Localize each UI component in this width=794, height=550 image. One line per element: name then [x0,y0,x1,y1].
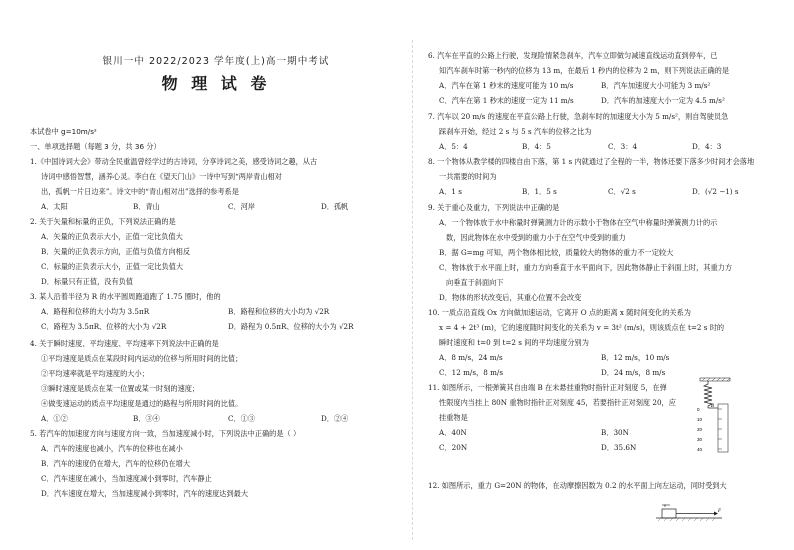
q8-option-a: A．1 s [439,187,462,196]
q6-option-a: A．汽车在第 1 秒末的速度可能为 10 m/s [439,81,574,90]
q4-option-a: A．①② [41,414,68,423]
q9-stem: 9. 关于重心及重力，下列说法中正确的是 [428,203,560,212]
q2-option-c: C．标量的正负表示大小，正值一定比负值大 [41,262,184,271]
q7-option-d: D．4：3 [692,142,722,151]
subject-title: 物 理 试 卷 [161,74,271,93]
q9-option-a-2: 数，因此物体在水中受到的重力小于在空气中受到的重力 [446,233,626,242]
q9-option-b: B．据 G=mg 可知，两个物体相比较，质量较大的物体的重力不一定较大 [439,248,674,257]
scale-label-10: 10 [697,417,703,422]
q5-option-c: C．汽车速度在减小，当加速度减小到零时，汽车静止 [41,474,212,483]
q11-line-3: 挂重物是 [439,413,468,422]
q8-option-b: B．1．5 s [522,187,557,196]
scale-label-20: 20 [697,427,703,432]
force-label: F [718,509,722,514]
q2-option-d: D．标量只有正值，没有负值 [41,277,134,286]
q10-option-c: C．12 m/s，8 m/s [439,368,504,377]
column-divider [412,40,413,540]
q10-line-1: 10. 一质点沿直线 Ox 方向做加速运动，它离开 O 点的距离 x 随时间变化的关系为 [428,308,691,317]
q7-line-1: 7. 汽车以 20 m/s 的速度在平直公路上行驶，急刹车时的加速度大小为 5 m/s²，则自驾驶员急 [428,112,729,121]
scale-label-0: 0 [697,407,700,412]
q4-item-3: ③瞬时速度是质点在某一位置或某一时刻的速度； [41,384,200,393]
q6-option-c: C．汽车在第 1 秒末的速度一定为 11 m/s [439,96,574,105]
q6-option-b: B．汽车加速度大小可能为 3 m/s² [601,81,711,90]
q6-option-d: D．汽车的加速度大小一定为 4.5 m/s² [601,96,725,105]
q3-option-a: A．路程和位移的大小均为 3.5πR [41,307,150,316]
q12-block-figure [656,500,726,526]
q11-option-a: A．40N [439,428,467,437]
q11-line-1: 11. 如图所示，一根弹簧其自由端 B 在未悬挂重物时指针正对刻度 5，在弹 [428,383,667,392]
q5-stem: 5. 若汽车的加速度方向与速度方向一致，当加速度减小时，下列说法中正确的是（ ） [30,429,301,438]
left-column [30,0,402,550]
section-title: 一、单项选择题（每题 3 分，共 36 分） [30,142,161,151]
q7-option-b: B．4：5 [522,142,551,151]
q2-stem: 2. 关于矢量和标量的正负，下列说法正确的是 [30,217,176,226]
q6-line-2: 知汽车刹车时第一秒内的位移为 13 m，在最后 1 秒内的位移为 2 m，则下列说法正确的是 [439,66,730,75]
q12-line-1: 12. 如图所示，重力 G=20N 的物体，在动摩擦因数为 0.2 的水平面上向左运动，同时受到大 [428,481,727,490]
q9-option-d: D．物体的形状改变后，其重心位置不会改变 [439,293,582,302]
q2-option-a: A．矢量的正负表示大小，正值一定比负值大 [41,232,183,241]
q2-option-b: B．矢量的正负表示方向，正值与负值方向相反 [41,247,191,256]
q8-line-2: 一共需要的时间为 [439,172,497,181]
q1-line-1: 1.《中国诗词大会》带动全民重温曾经学过的古诗词，分享诗词之美，感受诗词之趣，从古 [30,157,318,166]
ceiling-hatch [700,378,730,381]
q4-item-4: ④做变速运动的质点平均速度是通过的路程与所用时间的比值。 [41,399,243,408]
block-body [662,509,676,518]
q4-option-b: B．③④ [133,414,160,423]
q11-option-d: D．35.6N [601,443,637,452]
scale-ruler [718,404,728,452]
q7-line-2: 踩刹车开始，经过 2 s 与 5 s 汽车的位移之比为 [439,127,592,136]
q7-option-a: A．5：4 [439,142,468,151]
q8-option-c: C．√2 s [608,187,636,196]
q1-line-3: 出，孤帆一片日边来”。诗文中的“青山相对出”选择的参考系是 [41,187,239,196]
velocity-label: v [664,504,667,509]
q6-line-1: 6. 汽车在平直的公路上行驶，发现险情紧急刹车，汽车立即做匀减速直线运动直到停车，已 [428,51,718,60]
pointer-label: B [711,404,715,409]
q11-spring-figure [696,376,736,454]
q11-option-c: C．20N [439,443,468,452]
q1-option-d: D．孤帆 [321,202,349,211]
q5-option-b: B．汽车的速度仍在增大，汽车的位移仍在增大 [41,459,191,468]
q7-option-c: C．3：4 [608,142,638,151]
school-title: 银川一中 2022/2023 学年度(上)高一期中考试 [102,56,330,67]
q3-stem: 3. 某人沿着半径为 R 的水平圆周跑道跑了 1.75 圈时，他的 [30,292,221,301]
q3-option-d: D．路程为 0.5πR、位移的大小为 √2R [228,322,354,331]
q11-option-b: B．30N [601,428,629,437]
q9-option-c-1: C．物体放于水平面上时，重力方向垂直于水平面向下，因此物体静止于斜面上时，其重力方 [439,263,733,272]
scale-label-40: 40 [697,447,703,452]
q11-line-2: 性限度内当挂上 80N 重物时指针正对刻度 45，若要指针正对刻度 20，应 [439,398,676,407]
q1-option-b: B．青山 [133,202,160,211]
scale-label-30: 30 [697,437,703,442]
q10-line-3: 瞬时速度和 t=0 到 t=2 s 间的平均速度分别为 [439,338,589,347]
q1-option-c: C．河岸 [228,202,256,211]
q10-line-2: x = 4 + 2t³ (m)，它的速度随时间变化的关系为 v = 3t² (m/s)，则该质点在 t=2 s 时的 [439,323,725,332]
q5-option-a: A．汽车的速度也减小，汽车的位移也在减小 [41,444,183,453]
gravity-note: 本试卷中 g=10m/s² [30,127,97,136]
q10-option-b: B．12 m/s，10 m/s [601,353,670,362]
ground-hatch [658,518,715,521]
q4-option-d: D．②④ [321,414,349,423]
q10-option-d: D．24 m/s，8 m/s [601,368,666,377]
q9-option-c-2: 向垂直于斜面向下 [446,278,504,287]
q1-line-2: 诗词中感悟智慧，涵养心灵。李白在《望天门山》一诗中写到“两岸青山相对 [41,172,282,181]
q1-option-a: A．太阳 [41,202,68,211]
right-column [428,0,770,550]
q4-stem: 4. 关于瞬时速度、平均速度、平均速率下列说法中正确的是 [30,339,219,348]
q8-option-d: D．(√2 −1) s [692,187,739,196]
q9-option-a-1: A．一个物体放于水中称量时弹簧测力计的示数小于物体在空气中称量时弹簧测力计的示 [439,218,718,227]
q5-option-d: D．汽车速度在增大，当加速度减小到零时，汽车的速度达到最大 [41,489,249,498]
q4-item-1: ①平均速度是质点在某段时间内运动的位移与所用时间的比值； [41,354,243,363]
q8-line-1: 8. 一个物体从教学楼的四楼自由下落，第 1 s 内就通过了全程的一半，物体还要下落多少时间才会落地 [428,157,755,166]
q3-option-c: C．路程为 3.5πR、位移的大小为 √2R [41,322,167,331]
q3-option-b: B．路程和位移的大小均为 √2R [228,307,330,316]
q10-option-a: A．8 m/s，24 m/s [439,353,503,362]
q4-item-2: ②平均速率就是平均速度的大小； [41,369,149,378]
q4-option-c: C．①③ [228,414,256,423]
